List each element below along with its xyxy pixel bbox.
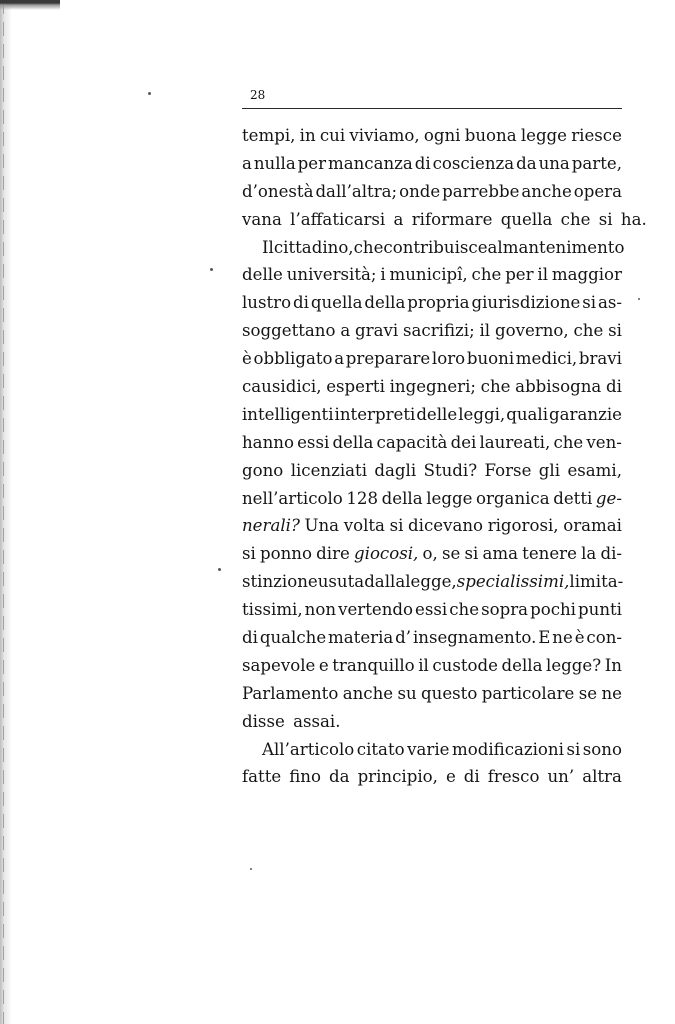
text-line: [242, 624, 622, 652]
word: garanzie: [549, 404, 622, 424]
word: propria: [407, 293, 470, 313]
word: della: [381, 488, 423, 508]
text-line: [242, 596, 622, 624]
text-line: [242, 261, 622, 289]
word: della: [501, 655, 543, 675]
word: oramai: [563, 516, 622, 536]
word: legge,: [405, 572, 457, 592]
word: giurisdizione: [471, 293, 581, 313]
text-line: [242, 234, 625, 262]
word: causidici,: [242, 377, 322, 397]
word: materia: [328, 628, 394, 648]
word: qualche: [259, 628, 327, 648]
page-number: 28: [250, 88, 266, 102]
word: a: [334, 349, 345, 369]
word: si: [582, 293, 597, 313]
text-line: [242, 373, 622, 401]
word: tranquillo: [332, 655, 415, 675]
word: che: [471, 265, 502, 285]
scan-speck: [210, 268, 213, 271]
text-line: [242, 345, 622, 373]
word: usuta: [317, 572, 365, 592]
text-line: [242, 736, 622, 764]
word: obbligato: [253, 349, 333, 369]
word: che: [553, 432, 584, 452]
text-line: [242, 485, 622, 513]
word: dalla: [364, 572, 406, 592]
word: viviamo,: [349, 126, 420, 145]
word: capacità: [376, 432, 448, 452]
word: della: [364, 293, 406, 313]
word: fresco: [487, 767, 540, 787]
word: Il: [262, 237, 274, 257]
word: un’: [547, 767, 575, 787]
word: insegnamento.: [412, 628, 537, 648]
word: in: [299, 126, 316, 145]
italic-word: specialissimi,: [456, 572, 570, 592]
word: essi: [297, 432, 330, 452]
word: sopra: [481, 600, 529, 620]
word: organica: [476, 488, 550, 508]
word: cui: [319, 126, 346, 145]
word: punti: [578, 600, 622, 620]
word: e: [445, 767, 456, 787]
word: legge: [426, 488, 473, 508]
word: particolare: [481, 683, 575, 703]
word: leggi,: [458, 404, 506, 424]
text-line: [242, 540, 622, 568]
word: cittadino,: [273, 237, 354, 257]
word: legge: [520, 126, 568, 145]
word: laureati,: [479, 432, 551, 452]
word: preparare: [345, 349, 431, 369]
word: intelligenti: [242, 404, 334, 424]
word: si: [389, 516, 404, 536]
word: che: [353, 237, 384, 257]
word: su: [397, 683, 417, 703]
word: interpreti: [334, 404, 416, 424]
word: a: [340, 321, 351, 341]
word: da: [516, 153, 537, 173]
word: è: [574, 628, 585, 648]
word: ven-: [586, 432, 622, 452]
word: che: [560, 209, 591, 229]
word: i: [380, 265, 386, 285]
word: limita-: [569, 572, 624, 592]
word: mancanza: [327, 153, 413, 173]
word: di-: [600, 544, 622, 564]
word: ama: [482, 544, 518, 564]
word: volta: [343, 516, 385, 536]
word: a: [242, 153, 252, 173]
word: coscienza: [432, 153, 515, 173]
word: al: [487, 237, 503, 257]
word: governo,: [494, 321, 569, 341]
scan-speck: [148, 92, 151, 95]
word: con-: [586, 628, 622, 648]
word: In: [604, 655, 622, 675]
text-line: [242, 429, 622, 457]
word: della: [332, 432, 374, 452]
word: vana: [242, 209, 282, 229]
word: Parlamento: [242, 683, 339, 703]
word: università;: [286, 265, 377, 285]
word: il: [479, 321, 491, 341]
text-line: [242, 763, 622, 791]
word: principio,: [357, 767, 438, 787]
word: buoni: [466, 349, 515, 369]
word: soggettano: [242, 321, 336, 341]
word: di: [242, 628, 258, 648]
italic-word: nerali?: [242, 516, 300, 536]
word: ne: [601, 683, 622, 703]
word: di: [606, 377, 622, 397]
word: a: [393, 209, 404, 229]
word: di: [414, 153, 431, 173]
word: d’onestà: [242, 181, 314, 201]
word: quella: [500, 209, 553, 229]
word: lustro: [242, 293, 292, 313]
word: 128: [346, 488, 379, 508]
text-line: [242, 680, 622, 708]
word: si: [242, 544, 256, 564]
word: sono: [582, 739, 622, 759]
scan-speck: [218, 568, 221, 571]
word: vertendo: [338, 600, 413, 620]
word: legge?: [546, 655, 602, 675]
word: ingegneri;: [389, 377, 476, 397]
word: disse: [242, 711, 285, 731]
word: custode: [432, 655, 498, 675]
text-line: [242, 457, 622, 485]
word: riesce: [571, 126, 622, 145]
word: hanno: [242, 432, 294, 452]
word: nell’articolo: [242, 488, 343, 508]
word: licenziati: [290, 460, 368, 480]
text-line: [242, 708, 622, 736]
word: anche: [342, 683, 394, 703]
word: esami,: [567, 460, 622, 480]
scan-corner-shadow: [0, 0, 60, 10]
page-binding-edge: [0, 0, 12, 1024]
text-line: [242, 568, 622, 596]
word: detti: [553, 488, 593, 508]
word: non: [304, 600, 337, 620]
word: ha.: [620, 209, 647, 229]
word: gono: [242, 460, 284, 480]
word: che: [573, 321, 604, 341]
word: quali: [506, 404, 549, 424]
word: dicevano: [408, 516, 484, 536]
word: medici,: [515, 349, 578, 369]
italic-word: giocosi,: [354, 544, 419, 564]
word: dire: [316, 544, 350, 564]
word: si: [608, 321, 622, 341]
word: dagli: [374, 460, 417, 480]
word: modificazioni: [451, 739, 564, 759]
text-line: [242, 206, 647, 234]
word: altra: [582, 767, 622, 787]
word: E: [538, 628, 551, 648]
word: municipî,: [389, 265, 468, 285]
word: parrebbe: [442, 181, 520, 201]
word: si: [464, 544, 479, 564]
word: onde: [399, 181, 441, 201]
word: quella: [310, 293, 363, 313]
word: All’articolo: [262, 739, 355, 759]
word: il: [418, 655, 429, 675]
word: sapevole: [242, 655, 316, 675]
header-rule: [242, 108, 622, 109]
word: dall’altra;: [315, 181, 398, 201]
word: l’affaticarsi: [290, 209, 386, 229]
body-text: [242, 122, 647, 791]
word: anche: [521, 181, 572, 201]
word: mantenimento: [502, 237, 625, 257]
word: rigorosi,: [487, 516, 559, 536]
word: e: [318, 655, 329, 675]
word: o,: [422, 544, 438, 564]
word: tenere: [522, 544, 577, 564]
word: Una: [304, 516, 340, 536]
word: Forse: [484, 460, 532, 480]
word: delle: [242, 265, 283, 285]
word: gravi: [355, 321, 399, 341]
word: si: [566, 739, 581, 759]
word: buona: [464, 126, 517, 145]
word: la: [581, 544, 597, 564]
word: gli: [538, 460, 561, 480]
scan-speck: [250, 868, 252, 870]
word: citato: [356, 739, 405, 759]
word: opera: [573, 181, 622, 201]
word: as-: [597, 293, 622, 313]
word: bravi: [578, 349, 622, 369]
word: contribuisce: [383, 237, 488, 257]
word: una: [538, 153, 570, 173]
word: ogni: [423, 126, 461, 145]
word: pochi: [530, 600, 576, 620]
word: che: [480, 377, 511, 397]
word: riformare: [411, 209, 493, 229]
word: di: [463, 767, 480, 787]
word: che: [449, 600, 480, 620]
text-line: [242, 401, 622, 429]
word: parte,: [571, 153, 622, 173]
word: è: [242, 349, 252, 369]
word: loro: [431, 349, 466, 369]
word: varie: [407, 739, 450, 759]
word: ponno: [260, 544, 312, 564]
word: abbisogna: [515, 377, 602, 397]
scan-speck: [638, 298, 640, 300]
word: fino: [289, 767, 321, 787]
word: ne: [552, 628, 573, 648]
word: fatte: [242, 767, 282, 787]
word: il: [537, 265, 549, 285]
word: da: [329, 767, 350, 787]
word: esperti: [326, 377, 385, 397]
text-line: [242, 289, 622, 317]
word: questo: [421, 683, 478, 703]
word: essi: [415, 600, 448, 620]
text-line: [242, 512, 622, 540]
word: se: [441, 544, 461, 564]
word: d’: [395, 628, 412, 648]
word: maggior: [551, 265, 622, 285]
word: di: [293, 293, 309, 313]
word: stinzione: [242, 572, 318, 592]
text-line: [242, 652, 622, 680]
word: sacrifizi;: [403, 321, 475, 341]
word: tissimi,: [242, 600, 303, 620]
italic-word: ge-: [595, 488, 622, 508]
word: se: [578, 683, 598, 703]
word: assai.: [293, 711, 341, 731]
word: Studi?: [423, 460, 478, 480]
word: per: [297, 153, 327, 173]
text-line: [242, 122, 622, 150]
text-line: [242, 150, 622, 178]
word: si: [598, 209, 613, 229]
text-line: [242, 178, 622, 206]
text-line: [242, 317, 622, 345]
word: delle: [416, 404, 458, 424]
word: tempi,: [242, 126, 296, 145]
word: per: [505, 265, 534, 285]
word: nulla: [253, 153, 296, 173]
word: dei: [450, 432, 477, 452]
